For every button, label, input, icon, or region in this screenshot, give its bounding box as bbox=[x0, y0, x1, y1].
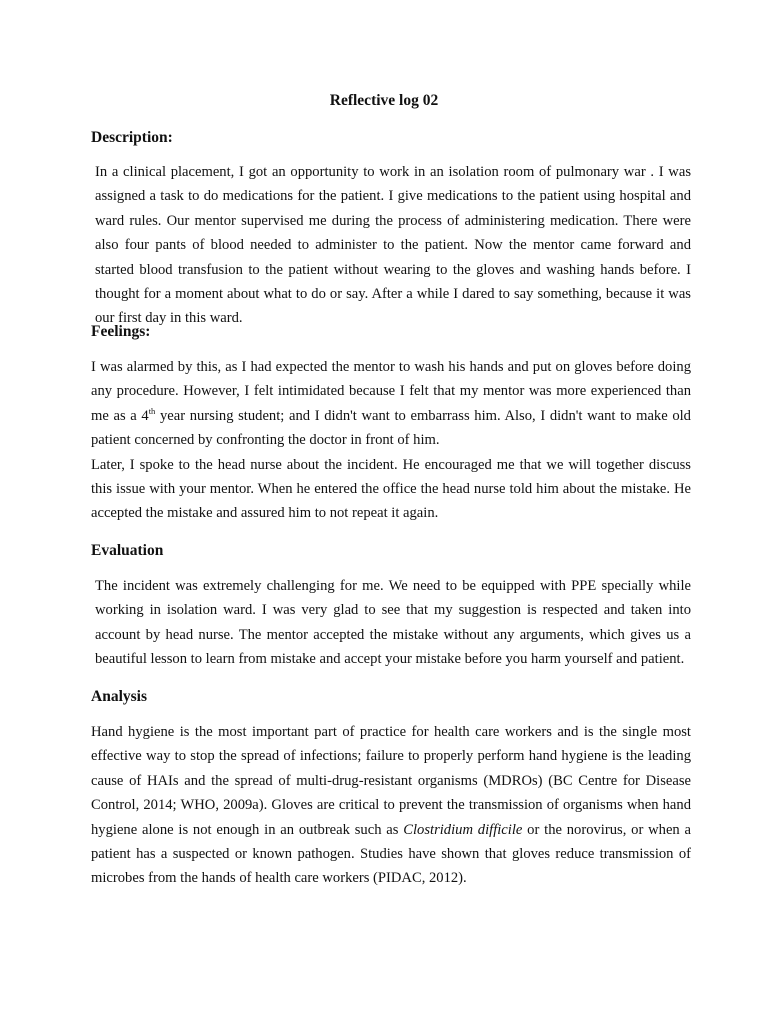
feelings-text-a: I was alarmed by this, as I had expected the mentor to wash his hands and put on gloves before doing any procedure. However, I felt intimidated because I felt that my mentor was more experienced than me as a 4 bbox=[91, 359, 691, 424]
heading-description: Description: bbox=[91, 129, 173, 146]
analysis-text-a: Hand hygiene is the most important part of practice for health care workers and is the single most effective way to stop the spread of infections; failure to properly perform hand hygiene is the leading cause of HAIs and the spread of multi-drug-resistant organisms (MDROs) (BC Centre for Disease Control, 2014; WHO, 2009a). Gloves are critical to prevent the transmission of organisms when hand hygiene alone is not enough in an outbreak such as bbox=[91, 724, 691, 838]
analysis-italic-term: Clostridium difficile bbox=[403, 821, 523, 838]
heading-evaluation: Evaluation bbox=[91, 542, 164, 559]
analysis-text bbox=[91, 720, 691, 891]
document-title: Reflective log 02 bbox=[329, 92, 439, 109]
analysis-text-b: or the norovirus, or when a patient has a suspected or known pathogen. Studies have shown that gloves reduce transmission of microbes from the hands of health care workers (PIDAC, 2012). bbox=[91, 821, 691, 887]
paragraph-description bbox=[91, 160, 691, 331]
evaluation-text: The incident was extremely challenging for me. We need to be equipped with PPE specially while working in isolation ward. I was very glad to see that my suggestion is respected and taken into account by head nurse. The mentor accepted the mistake without any arguments, which gives us a beautiful lesson to learn from mistake and accept your mistake before you harm yourself and patient. bbox=[95, 578, 691, 668]
heading-feelings: Feelings: bbox=[91, 323, 151, 340]
paragraph-evaluation bbox=[91, 574, 691, 672]
paragraph-feelings bbox=[91, 355, 691, 526]
feelings-paragraph-2: Later, I spoke to the head nurse about the incident. He encouraged me that we will together discuss this issue with your mentor. When he entered the office the head nurse told him about the mistake. He accepted the mistake and assured him to not repeat it again. bbox=[91, 456, 691, 522]
feelings-text-b: year nursing student; and I didn't want to embarrass him. Also, I didn't want to make old patient concerned by confronting the doctor in front of him. bbox=[91, 407, 691, 449]
paragraph-analysis bbox=[91, 720, 691, 891]
heading-analysis: Analysis bbox=[91, 688, 147, 705]
ordinal-suffix: th bbox=[148, 405, 156, 416]
feelings-paragraph-1 bbox=[91, 355, 691, 453]
description-text: In a clinical placement, I got an opportunity to work in an isolation room of pulmonary war . I was assigned a task to do medications for the patient. I give medications to the patient using hospital and ward rules. Our mentor supervised me during the process of administering medication. There were also four pants of blood needed to administer to the patient. Now the mentor came forward and started blood transfusion to the patient without wearing to the gloves and washing hands before. I thought for a moment about what to do or say. After a while I dared to say something, because it was our first day in this ward. bbox=[95, 164, 691, 327]
